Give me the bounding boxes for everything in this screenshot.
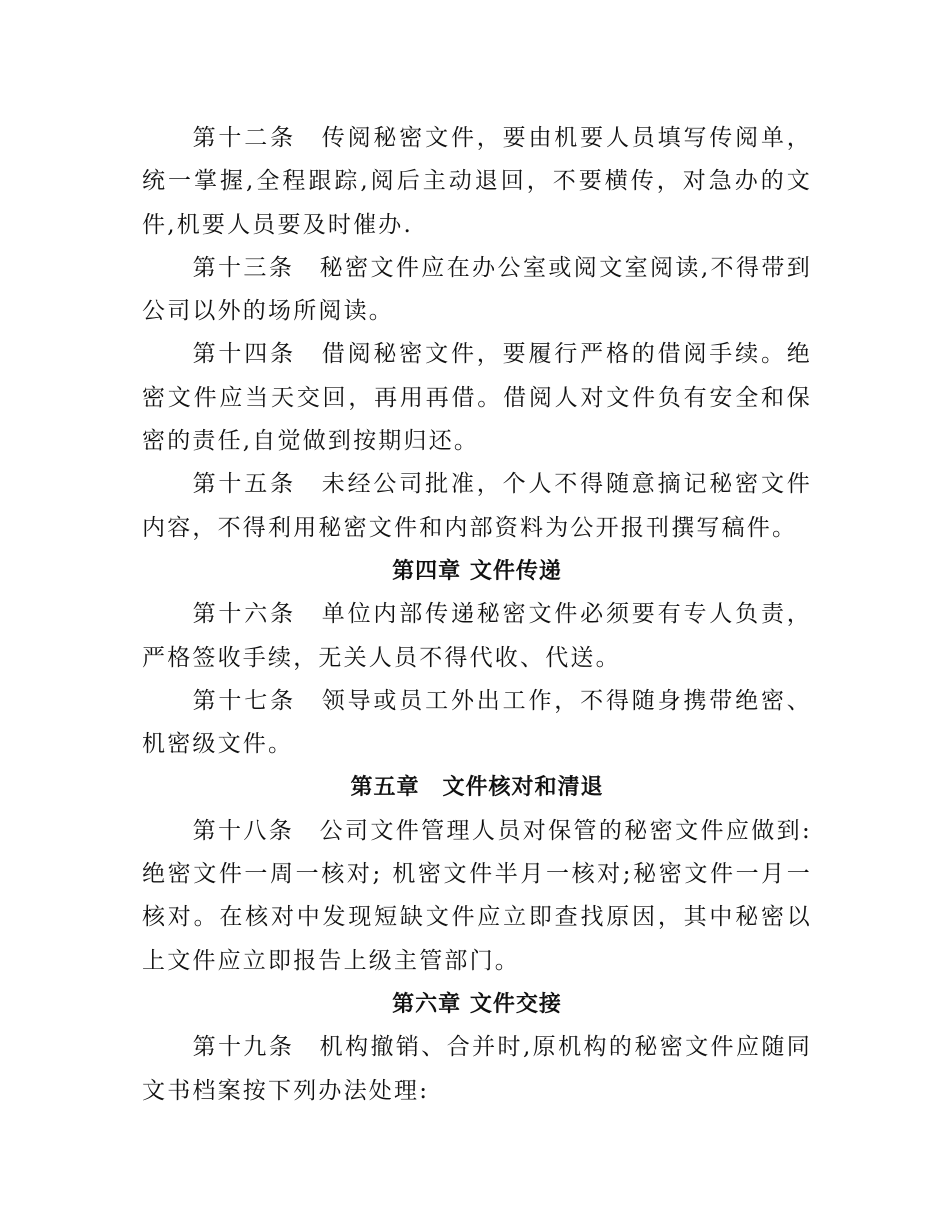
article-13: 第十三条 秘密文件应在办公室或阅文室阅读,不得带到公司以外的场所阅读。 [142, 254, 812, 325]
article-17: 第十七条 领导或员工外出工作，不得随身携带绝密、机密级文件。 [142, 687, 812, 758]
article-12: 第十二条 传阅秘密文件，要由机要人员填写传阅单，统一掌握,全程跟踪,阅后主动退回，不要横传，对急办的文件,机要人员要及时催办. [142, 125, 812, 238]
article-19: 第十九条 机构撤销、合并时,原机构的秘密文件应随同文书档案按下列办法处理: [142, 1034, 812, 1104]
chapter-5-heading: 第五章 文件核对和清退 [350, 775, 604, 801]
chapter-4-heading: 第四章 文件传递 [392, 558, 562, 584]
article-14: 第十四条 借阅秘密文件，要履行严格的借阅手续。绝密文件应当天交回，再用再借。借阅人对文件负有安全和保密的责任,自觉做到按期归还。 [142, 341, 812, 455]
article-18: 第十八条 公司文件管理人员对保管的秘密文件应做到:绝密文件一周一核对; 机密文件半月一核对;秘密文件一月一核对。在核对中发现短缺文件应立即查找原因，其中秘密以上文件应立即报告上级主管部门。 [142, 817, 812, 974]
article-16: 第十六条 单位内部传递秘密文件必须要有专人负责，严格签收手续，无关人员不得代收、代送。 [142, 601, 812, 671]
article-15: 第十五条 未经公司批准，个人不得随意摘记秘密文件内容，不得利用秘密文件和内部资料为公开报刊撰写稿件。 [142, 471, 812, 541]
document-page [142, 117, 812, 1113]
chapter-6-heading: 第六章 文件交接 [392, 991, 562, 1017]
